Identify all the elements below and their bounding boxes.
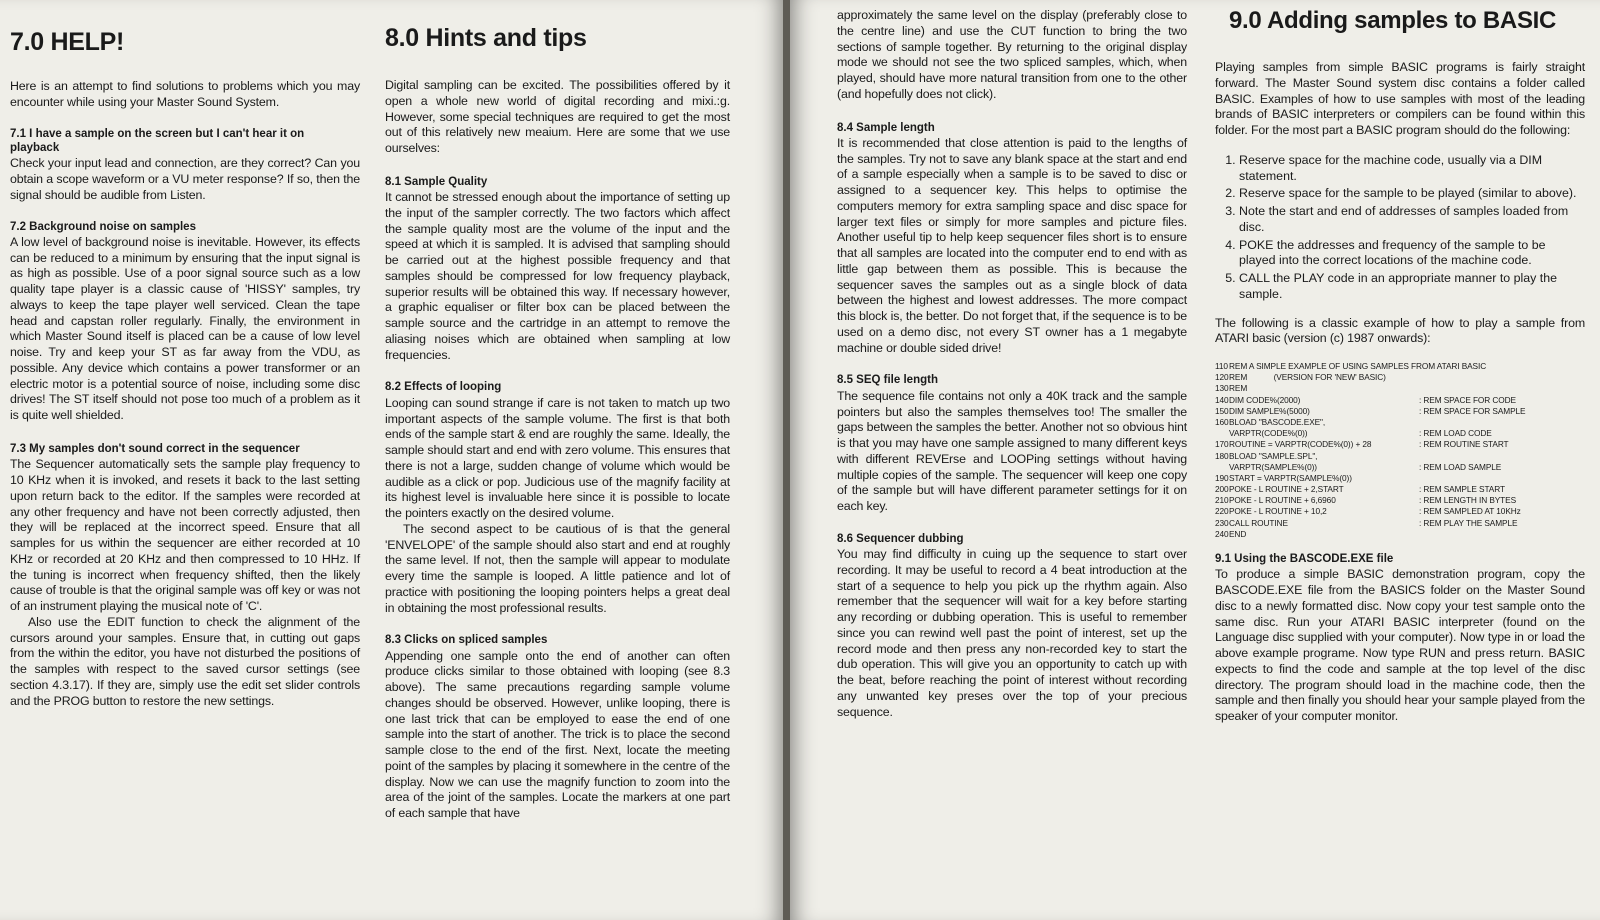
paragraph: To produce a simple BASIC demonstration program, copy the BASCODE.EXE file from the BASICS folder on the Master Sound disc to a newly formatted disc. Now copy your test sample onto the same disc. Run your ATARI BASIC interpreter (found on the Language disc supplied with your computer). Now type in or load the above example programe. Now type RUN and press return. BASIC expects to find the code and sample at the top level of the disc directory. The program should load in the machine code, then the sample and then finally you should hear your sample played from the speaker of your computer monitor. [1215,567,1585,724]
hints-intro: Digital sampling can be excited. The possibilities offered by it open a whole new world of digital recording and mixi.:g. However, some special techniques are required to get the most out of this relatively new meaium. Here are some that we use ourselves: [385,78,730,155]
code-line-number: 180 [1215,450,1229,461]
subsection-title: 8.4 Sample length [837,121,935,134]
code-statement: DIM CODE%(2000) [1229,394,1301,405]
code-remark [1419,473,1585,484]
subsection-7-1 [10,127,360,204]
paragraph: It is recommended that close attention is paid to the lengths of the samples. Try not to save any blank space at the start and end of a sample especially when a sample is to be saved to disc or assigned to a sequencer key. This helps to optimise the computers memory for extra sampling space and disc space for larger text files or simply for more samples and picture files. Another useful tip to help keep sequencer files short is to ensure that all samples are located into the computer end to end with as little gap between them as possible. This is because the sequencer saves the samples out as a single block of data between the highest and lowest addresses. The more compact this block is, the better. Do not forget that, if the sequence is to be used on a demo disc, not every ST owner has a 1 megabyte machine or double sided drive! [837,135,1187,355]
subsection-title: 7.1 I have a sample on the screen but I can't hear it on playback [10,127,305,154]
subsection-8-6 [837,532,1187,721]
code-statement: VARPTR(CODE%(0)) [1229,428,1308,439]
code-line-number: 220 [1215,506,1229,517]
code-line [1215,439,1585,450]
section-heading-help: 7.0 HELP! [10,28,124,56]
subsection-title: 7.3 My samples don't sound correct in the sequencer [10,442,300,455]
code-line [1215,529,1585,540]
code-statement: BLOAD "BASCODE.EXE", [1229,416,1326,427]
code-statement: POKE - L ROUTINE + 2,START [1229,484,1344,495]
code-line-number: 130 [1215,383,1229,394]
subsection-8-3 [385,633,730,822]
subsection-7-3 [10,442,360,709]
code-line-number: 230 [1215,517,1229,528]
example-intro: The following is a classic example of how to play a sample from ATARI basic (version (c) 1987 onwards): [1215,315,1585,346]
code-remark [1419,529,1585,540]
paragraph: Check your input lead and connection, are they correct? Can you obtain a scope waveform or a VU meter response? If so, then the signal should be audible from Listen. [10,156,360,202]
paragraph: The sequence file contains not only a 40K track and the sample pointers but also the samples themselves too! The smaller the gaps between the samples the better. Another not so obvious hint is that you may have one sample assigned to many different keys with different REVErse and LOOPing settings without having multiple copies of the sample. The sequencer will keep one copy of the sample but will have different parameter settings for it on each key. [837,388,1187,513]
basic-steps-list [1215,153,1585,303]
list-item: 2. Reserve space for the sample to be played (similar to above). [1239,186,1585,202]
subsection-7-2 [10,220,360,424]
subsection-title: 8.2 Effects of looping [385,381,502,394]
code-line [1215,462,1585,473]
code-statement: REM A SIMPLE EXAMPLE OF USING SAMPLES FROM ATARI BASIC [1229,361,1487,371]
code-line-number [1215,428,1229,439]
code-line-number: 210 [1215,495,1229,506]
subsection-9-1 [1215,552,1585,725]
code-remark [1419,451,1585,462]
code-line-number: 110 [1215,361,1228,371]
code-statement: BLOAD "SAMPLE.SPL", [1229,450,1318,461]
list-item: 4. POKE the addresses and frequency of the sample to be played into the correct locations of the machine code. [1239,238,1585,270]
code-line [1215,506,1585,517]
subsection-8-5 [837,373,1187,514]
code-remark: : REM LOAD CODE [1419,428,1492,439]
code-statement: POKE - L ROUTINE + 6,6960 [1229,495,1336,506]
paragraph: The Sequencer automatically sets the sample play frequency to 10 KHz when it is invoked, and resets it back to the last setting upon return back to the editor. If the samples were recorded at any other frequency and have not been correctly adjusted, then they will be replaced at the incorrect speed. Ensure that all samples for us within the sequencer are either recorded at 10 KHz or recorded at 20 KHz and then compressed to 10 HHz. If the tuning is incorrect when frequency shifted, then the likely cause of trouble is that the original sample was off key or was not of an instrument playing the musical note of 'C'. [10,457,360,613]
code-line [1215,484,1585,495]
column-help [10,0,360,722]
code-line-number: 160 [1215,416,1229,427]
paragraph: Also use the EDIT function to check the alignment of the cursors around your samples. Ensure that, in cutting out gaps from the within the editor, you have not disturbed the positions of the samples with respect to the saved cursor settings (see section 4.3.17). If they are, simply use the edit set slider controls and the PROG button to restore the new settings. [10,614,360,708]
section-heading-hints: 8.0 Hints and tips [385,24,587,52]
code-statement: START = VARPTR(SAMPLE%(0)) [1229,472,1352,483]
subsection-title: 9.1 Using the BASCODE.EXE file [1215,553,1394,565]
code-line-number [1215,462,1229,473]
code-remark: : REM SPACE FOR SAMPLE [1419,405,1526,416]
paragraph: Looping can sound strange if care is not taken to match up two important aspects of the sample volume. The first is that both ends of the sample start & end are roughly the same. Ideally, the sample should start and end with zero volume. This ensures that there is not a large, sudden change of volume which would be audible as a click or pop. Judicious use of the magnify facility at its highest level is invaluable here since it is possible to locate the pointers exactly on the desired volume. [385,395,730,520]
code-line [1215,473,1585,484]
code-remark: : REM ROUTINE START [1419,439,1509,450]
subsection-title: 8.3 Clicks on spliced samples [385,634,548,647]
code-remark: : REM LOAD SAMPLE [1419,461,1502,472]
subsection-title: 8.6 Sequencer dubbing [837,532,964,545]
basic-code-listing [1215,361,1585,540]
code-statement: DIM SAMPLE%(5000) [1229,405,1310,416]
continued-paragraph: approximately the same level on the display (preferably close to the centre line) and use the CUT function to bring the two sections of sample together. By returning to the original display mode we should not see the two spliced samples, which, when played, should have more natural transition from one to the other (and hopefully does not click). [837,8,1187,101]
code-line [1215,383,1585,394]
code-line-number: 170 [1215,439,1229,450]
book-gutter [783,0,790,920]
code-line [1215,428,1585,439]
code-line [1215,495,1585,506]
paragraph: A low level of background noise is inevitable. However, its effects can be reduced to a minimum by ensuring that the input signal is as high as possible. Use of a poor signal source such as a low quality tape player is a classic cause of 'HISSY' samples, try always to keep the tape player well serviced. Clean the tape head and capstan roller regularly. Finally, the environment in which Master Sound itself is placed can be a cause of low level noise. Try and keep your ST as far away from the VDU, as possible. Any device which contains a power transformer or an electric motor is a potential source of noise, including some disc drives! The ST itself should not pose too much of a problem as it is quite well shielded. [10,234,360,423]
paragraph: Appending one sample onto the end of another can often produce clicks similar to those obtained with looping (see 8.3 above). The same precautions regarding sample volume changes should be observed. However, unlike looping, there is one last trick that can be employed to ease the end of one sample into the start of another. The trick is to place the second sample close to the end of the first. Next, locate the meeting point of the samples by placing it somewhere in the centre of the display. Now we can use the magnify function to zoom into the area of the joint of the samples. Locate the markers at one part of each sample that have [385,648,730,821]
code-line [1215,372,1585,383]
column-hints-continued [837,8,1187,733]
code-remark: : REM SAMPLED AT 10KHz [1419,506,1521,517]
paragraph: You may find difficulty in cuing up the sequence to start over recording. It may be useful to record a 4 beat introduction at the start of a sequence to help you pick up the rhythm again. Also remember that the sequencer will wait for a key before starting any recording or dubbing operation. This is useful to remember since you can rewind well past the point of interest, set up the record mode and then press any non-recorded key to start the dub operation. This will give you an opportunity to catch up with the beat, before reaching the point of interest without recording any unwanted key preses over the top of your precious sequence. [837,547,1187,719]
code-statement: REM [1229,383,1248,394]
subsection-title: 8.1 Sample Quality [385,175,488,188]
right-page [790,0,1600,920]
code-remark [1569,361,1585,372]
code-statement: POKE - L ROUTINE + 10,2 [1229,506,1327,517]
column-hints [385,0,730,835]
code-remark: : REM PLAY THE SAMPLE [1419,517,1518,528]
code-remark [1419,417,1585,428]
list-item: 5. CALL the PLAY code in an appropriate manner to play the sample. [1239,271,1585,303]
code-remark: : REM LENGTH IN BYTES [1419,495,1517,506]
list-item: 1. Reserve space for the machine code, usually via a DIM statement. [1239,153,1585,185]
code-line [1215,361,1585,372]
code-remark: : REM SAMPLE START [1419,484,1505,495]
subsection-title: 7.2 Background noise on samples [10,220,196,233]
code-line-number: 150 [1215,405,1229,416]
subsection-8-1 [385,175,730,364]
code-line-number: 200 [1215,484,1229,495]
code-line-number: 240 [1215,528,1229,539]
subsection-title: 8.5 SEQ file length [837,374,938,387]
paragraph: It cannot be stressed enough about the importance of setting up the input of the sampler correctly. The two factors which affect the sample quality most are the volume of the input and the speed at which it is sampled. It is advised that sampling should be carried out at the highest possible frequency and that samples should be compressed for low frequency playback, superior results will be obtained this way. If necessary however, a graphic equaliser or filter box can be placed between the sample source and the cartridge in an attempt to remove the aliasing noises which are obtained when sampling at low frequencies. [385,190,730,362]
code-line [1215,451,1585,462]
help-intro: Here is an attempt to find solutions to problems which you may encounter while using your Master Sound System. [10,79,360,109]
subsection-8-2 [385,380,730,616]
list-item: 3. Note the start and end of addresses of samples loaded from disc. [1239,204,1585,236]
code-remark [1569,372,1585,383]
code-line [1215,406,1585,417]
subsection-8-4 [837,121,1187,357]
code-remark [1419,383,1585,394]
code-line [1215,395,1585,406]
code-statement: VARPTR(SAMPLE%(0)) [1229,461,1317,472]
code-line [1215,518,1585,529]
code-remark: : REM SPACE FOR CODE [1419,394,1516,405]
code-statement: REM (VERSION FOR 'NEW' BASIC) [1229,372,1386,383]
column-basic [1215,0,1585,738]
code-line-number: 120 [1215,372,1229,383]
code-statement: END [1229,528,1247,539]
section-heading-basic: 9.0 Adding samples to BASIC [1229,7,1557,34]
basic-intro: Playing samples from simple BASIC programs is fairly straight forward. The Master Sound system disc contains a folder called BASIC. Examples of how to use samples with most of the leading brands of BASIC interpreters or compilers can be found within this folder. For the most part a BASIC program should do the following: [1215,60,1585,137]
code-line [1215,417,1585,428]
paragraph: The second aspect to be cautious of is that the general 'ENVELOPE' of the sample should also start and end at roughly the same level. If not, then the sample will appear to modulate every time the sample is looped. A little patience and lot of practice with positioning the looping pointers helps a great deal in obtaining the most professional results. [385,521,730,615]
left-page [0,0,783,920]
code-line-number: 190 [1215,472,1229,483]
code-statement: ROUTINE = VARPTR(CODE%(0)) + 28 [1229,439,1372,450]
code-statement: CALL ROUTINE [1229,517,1288,528]
code-line-number: 140 [1215,394,1229,405]
